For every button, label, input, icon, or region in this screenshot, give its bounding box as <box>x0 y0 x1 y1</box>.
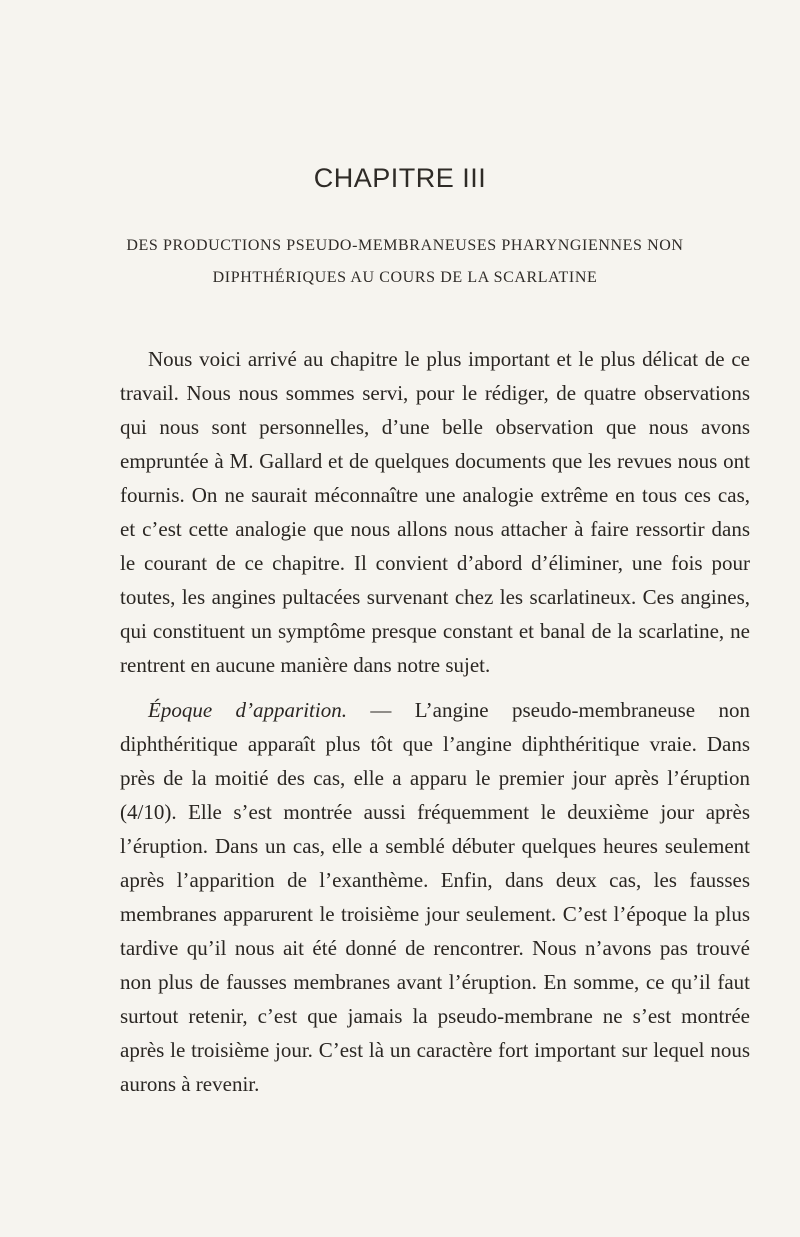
paragraph-lead-heading: Époque d’apparition. <box>148 698 347 722</box>
paragraph-text: — L’angine pseudo-membraneuse non diphthéritique apparaît plus tôt que l’angine diphthéritique vraie. Dans près de la moitié des cas, elle a apparu le premier jour après l’éruption (4/10). Elle s’est montrée aussi fréquemment le deuxième jour après l’éruption. Dans un cas, elle a semblé débuter quelques heures seulement après l’apparition de l’exanthème. Enfin, dans deux cas, les fausses membranes apparurent le troisième jour seulement. C’est l’époque la plus tardive qu’il nous ait été donné de rencontrer. Nous n’avons pas trouvé non plus de fausses membranes avant l’éruption. En somme, ce qu’il faut surtout retenir, c’est que jamais la pseudo-membrane ne s’est montrée après le troisième jour. C’est là un caractère fort important sur lequel nous aurons à revenir. <box>120 698 750 1096</box>
chapter-heading: CHAPITRE III <box>313 163 487 193</box>
paragraph-introduction <box>120 342 750 682</box>
paragraph-epoque-apparition <box>120 693 750 1101</box>
section-title: DES PRODUCTIONS PSEUDO-MEMBRANEUSES PHARYNGIENNES NON DIPHTHÉRIQUES AU COURS DE LA SCARLATINE <box>126 237 684 286</box>
paragraph-text: Nous voici arrivé au chapitre le plus important et le plus délicat de ce travail. Nous nous sommes servi, pour le rédiger, de quatre observations qui nous sont personnelles, d’une belle observation que nous avons empruntée à M. Gallard et de quelques documents que les revues nous ont fournis. On ne saurait méconnaître une analogie extrême en tous ces cas, et c’est cette analogie que nous allons nous attacher à faire ressortir dans le courant de ce chapitre. Il convient d’abord d’éliminer, une fois pour toutes, les angines pultacées survenant chez les scarlatineux. Ces angines, qui constituent un symptôme presque constant et banal de la scarlatine, ne rentrent en aucune manière dans notre sujet. <box>120 347 750 677</box>
body-text <box>120 342 750 1101</box>
